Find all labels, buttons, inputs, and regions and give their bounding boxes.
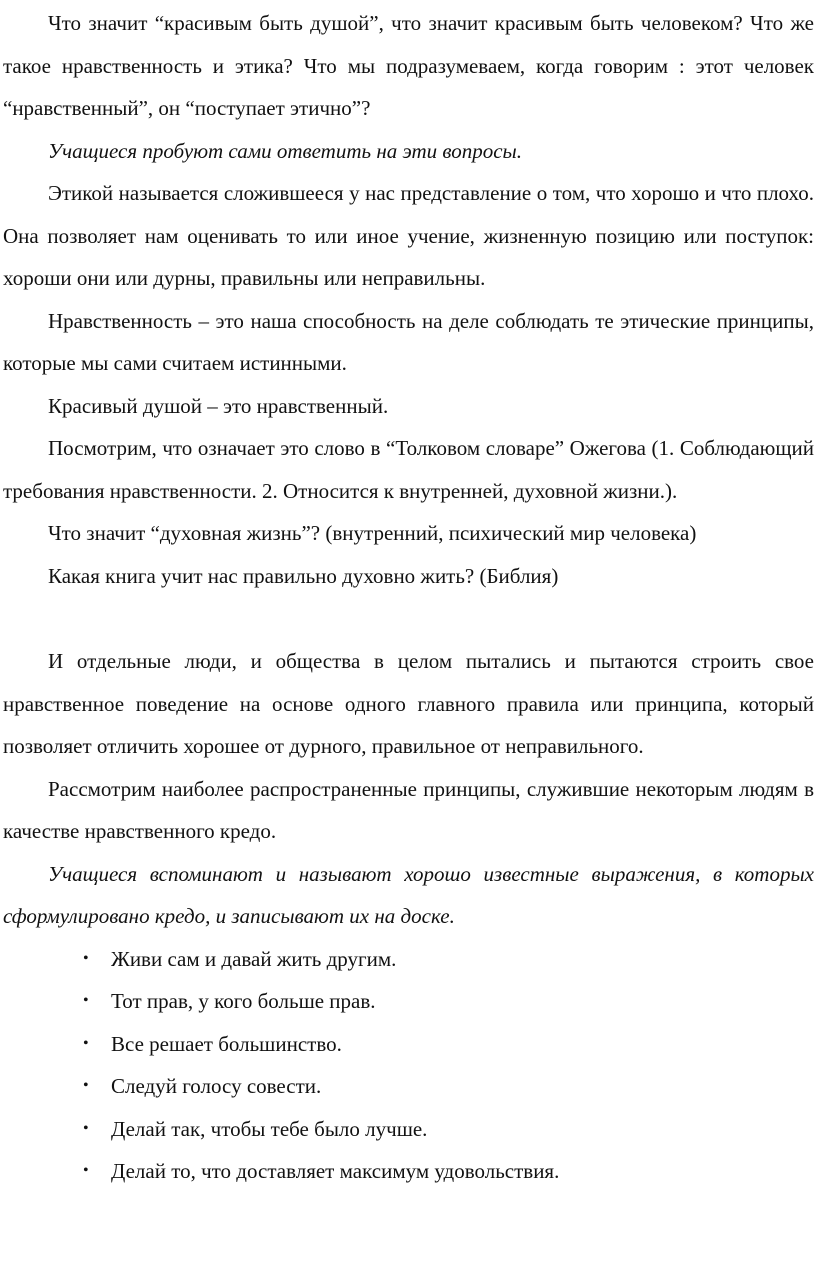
list-item xyxy=(80,1108,814,1151)
paragraph-spiritual-life: Что значит “духовная жизнь”? (внутренний, психический мир человека) xyxy=(48,521,697,545)
paragraph-questions: Что значит “красивым быть душой”, что значит красивым быть человеком? Что же такое нравственность и этика? Что мы подразумеваем, когда говорим : этот человек “нравственный”, он “поступает этично”? xyxy=(3,11,814,120)
paragraph-beautiful-soul: Красивый душой – это нравственный. xyxy=(48,393,389,418)
list-item-text: Делай то, что доставляет максимум удовольствия. xyxy=(111,1159,560,1183)
paragraph-morality-definition: Нравственность – это наша способность на деле соблюдать те этические принципы, которые мы сами считаем истинными. xyxy=(3,308,814,375)
bullet-icon: • xyxy=(83,1162,89,1179)
list-item xyxy=(80,1023,814,1066)
paragraph-students-answer: Учащиеся пробуют сами ответить на эти вопросы. xyxy=(48,138,523,163)
list-item-text: Все решает большинство. xyxy=(111,1031,342,1056)
bullet-icon: • xyxy=(83,949,89,967)
bullet-icon: • xyxy=(83,992,89,1009)
list-item xyxy=(80,1150,814,1193)
paragraph-ozhegov-dictionary: Посмотрим, что означает это слово в “Толковом словаре” Ожегова (1. Соблюдающий требования нравственности. 2. Относится к внутренней, духовной жизни.). xyxy=(3,436,814,503)
bullet-icon: • xyxy=(83,1077,89,1094)
paragraph-moral-principle: И отдельные люди, и общества в целом пытались и пытаются строить свое нравственное поведение на основе одного главного правила или принципа, который позволяет отличить хорошее от дурного, правильное от неправильного. xyxy=(3,649,814,758)
bullet-icon: • xyxy=(83,1034,89,1052)
bullet-icon: • xyxy=(83,1119,89,1137)
list-item-text: Делай так, чтобы тебе было лучше. xyxy=(111,1116,428,1141)
paragraph-bible: Какая книга учит нас правильно духовно жить? (Библия) xyxy=(48,563,559,588)
list-item xyxy=(80,938,814,981)
paragraph-common-principles: Рассмотрим наиболее распространенные принципы, служившие некоторым людям в качестве нравственного кредо. xyxy=(3,776,814,843)
list-item-text: Следуй голосу совести. xyxy=(111,1074,322,1098)
list-item xyxy=(80,980,814,1023)
list-item xyxy=(80,1065,814,1108)
list-item-text: Живи сам и давай жить другим. xyxy=(111,946,397,971)
paragraph-ethics-definition: Этикой называется сложившееся у нас представление о том, что хорошо и что плохо. Она позволяет нам оценивать то или иное учение, жизненную позицию или поступок: хороши они или дурны, правильны или неправильны. xyxy=(3,181,814,290)
list-item-text: Тот прав, у кого больше прав. xyxy=(111,989,376,1013)
paragraph-students-recall: Учащиеся вспоминают и называют хорошо известные выражения, в которых сформулировано кредо, и записывают их на доске. xyxy=(3,861,814,928)
blank-line xyxy=(3,597,814,640)
credo-list xyxy=(3,938,814,1193)
